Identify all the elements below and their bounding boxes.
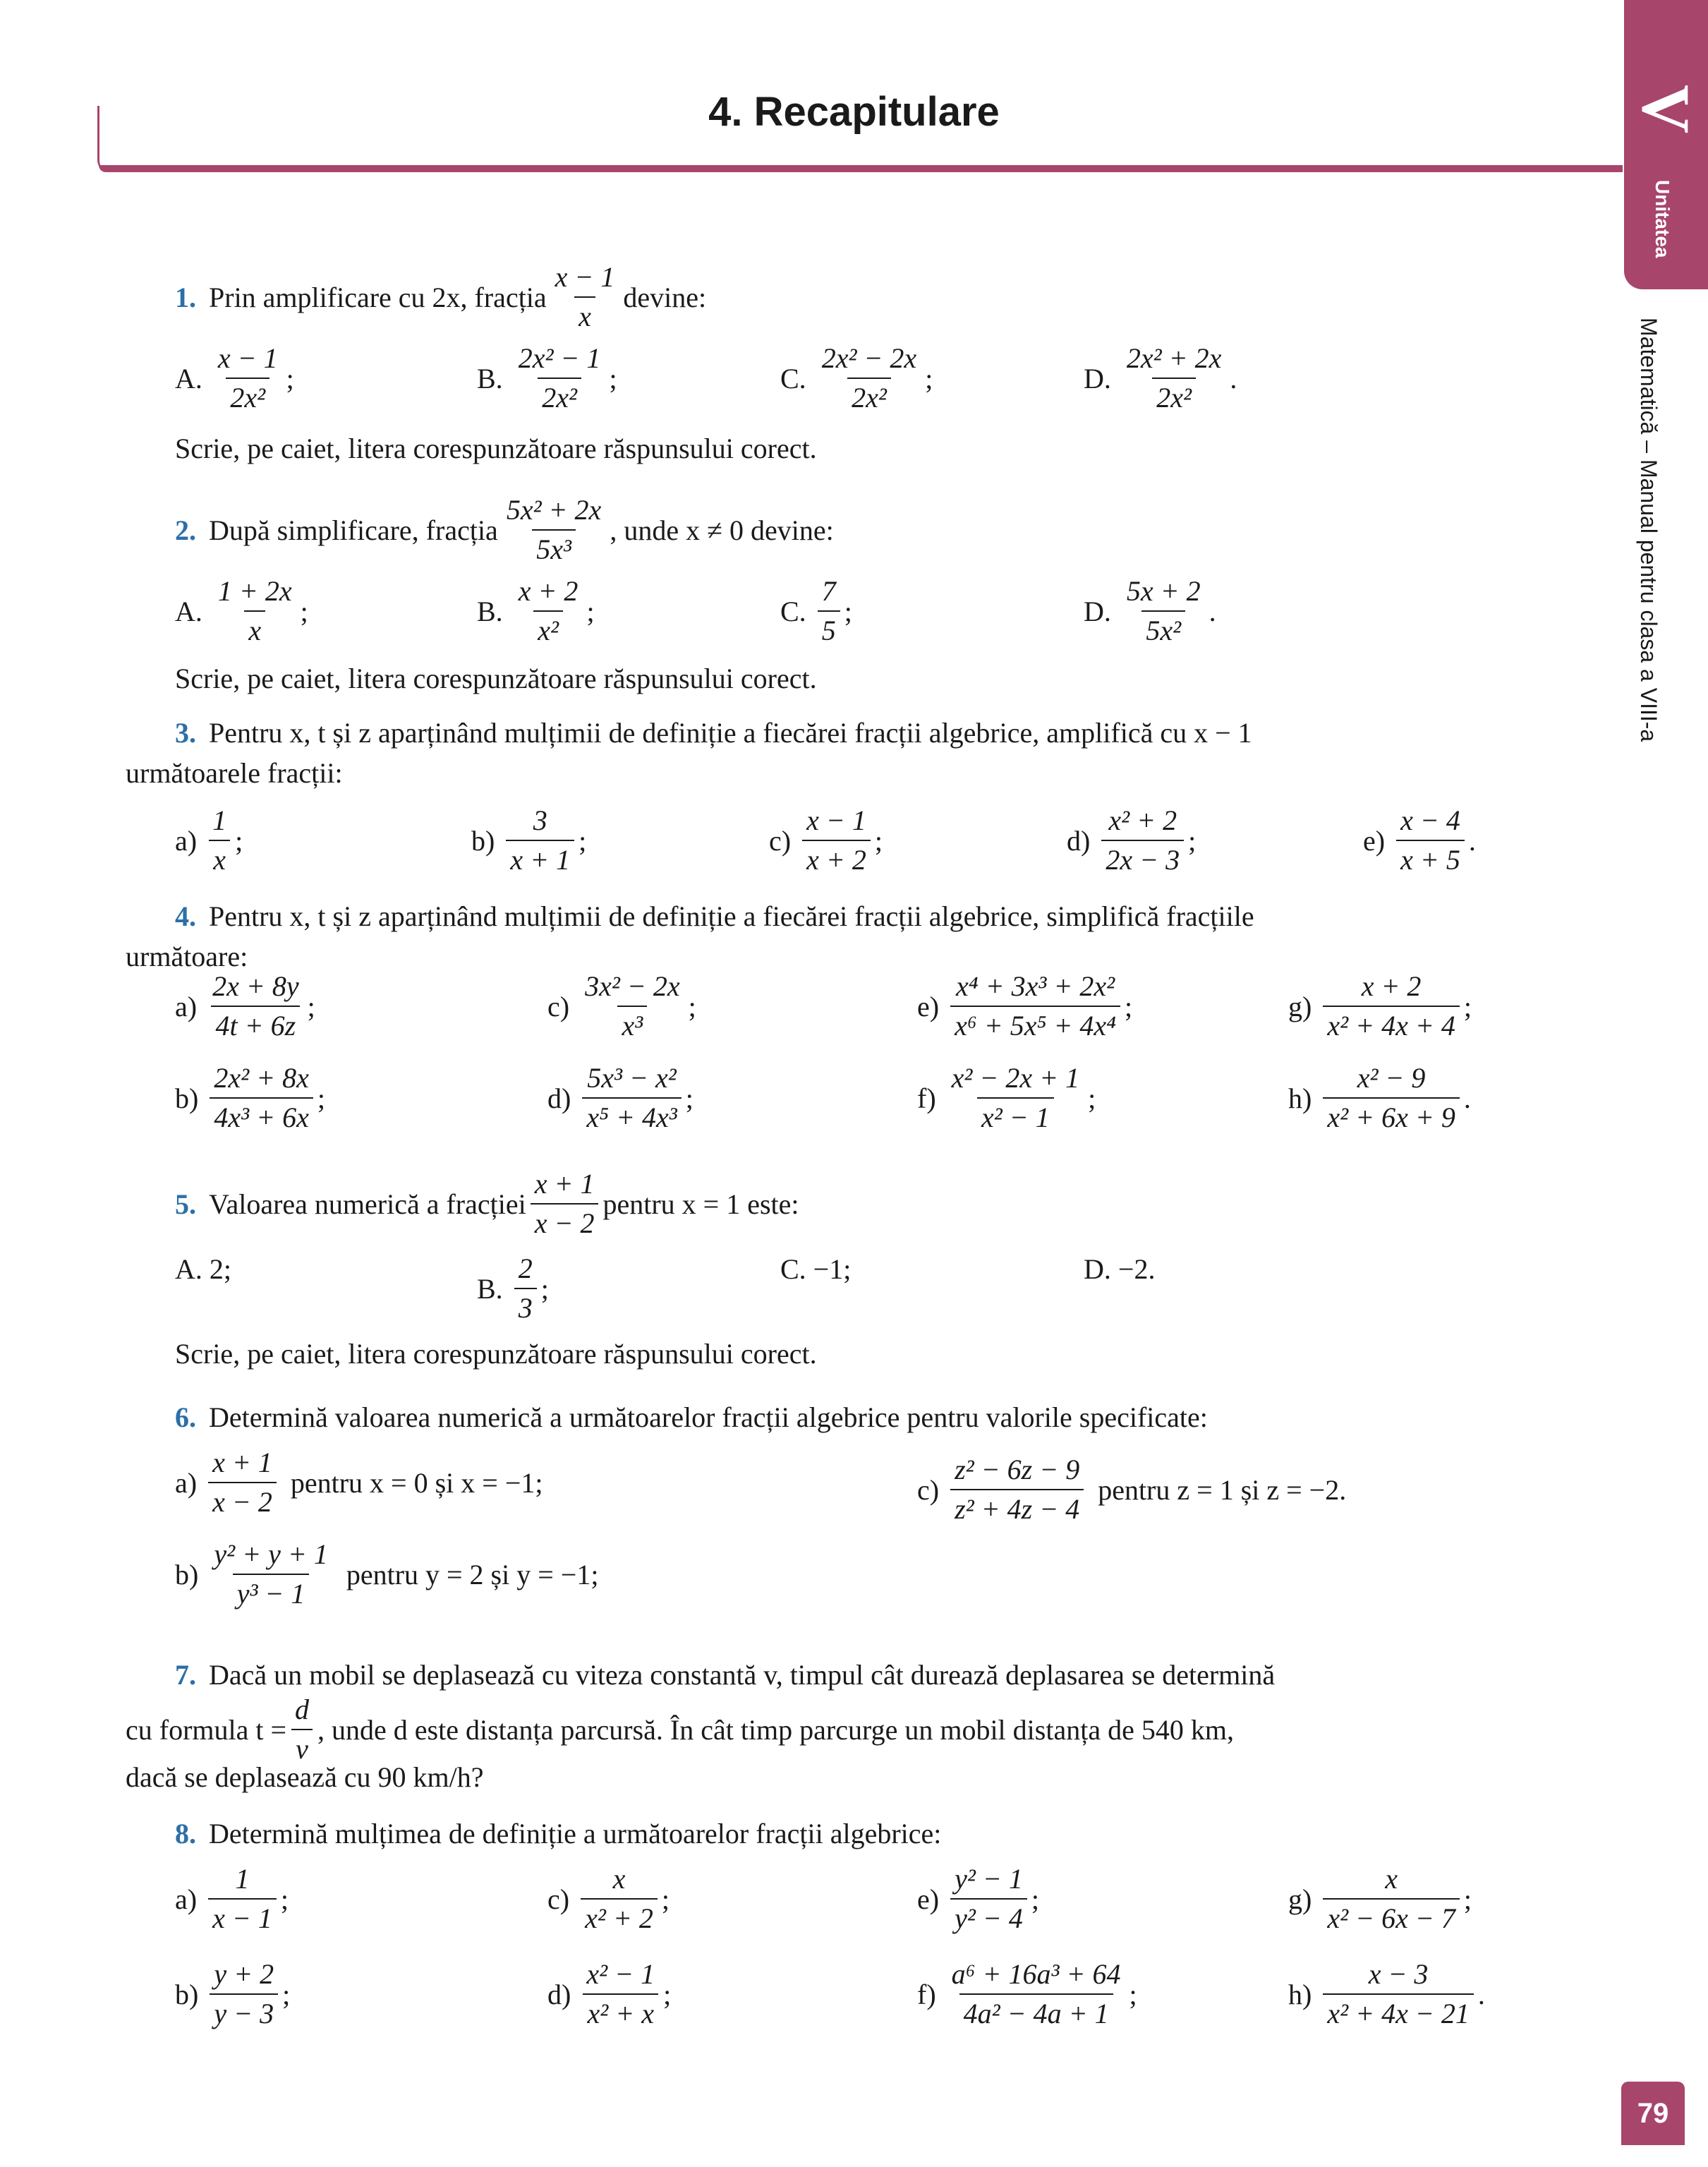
ex4-item-e: e) $\frac{\text{x⁴ + 3x³ + 2x²}}{\text{x⁶ + 5x⁵ + 4x⁴}}$ ; xyxy=(917,970,1133,1042)
ex5-option-a: A. 2; xyxy=(175,1253,231,1285)
ex4-statement xyxy=(175,900,1254,933)
ex6-item-b: b) $\frac{\text{y² + y + 1}}{\text{y³ − 1}}$ pentru y = 2 și y = −1; xyxy=(175,1538,599,1610)
ex3-statement xyxy=(175,716,1252,749)
ex1-post: devine: xyxy=(623,281,707,313)
ex2-option-b: B. $\frac{x + 2}{\text{x²}}$ ; xyxy=(477,575,595,646)
ex1-instruction: Scrie, pe caiet, litera corespunzătoare răspunsului corect. xyxy=(175,433,817,464)
unit-tab-label: Unitatea xyxy=(1652,180,1673,258)
ex6-item-c: c) $\frac{\text{z² − 6z − 9}}{\text{z² + 4z − 4}}$ pentru z = 1 și z = −2. xyxy=(917,1454,1347,1525)
ex5-number: 5. xyxy=(175,1188,196,1220)
page-title: 4. Recapitulare xyxy=(708,89,1000,135)
ex1-option-d: D. $\frac{\text{2x² + 2x}}{\text{2x²}}$ . xyxy=(1084,342,1237,414)
ex3-item-e: e) $\frac{x - 4}{x + 5}$ . xyxy=(1363,804,1476,876)
ex1-number: 1. xyxy=(175,281,196,313)
ex5-instruction: Scrie, pe caiet, litera corespunzătoare răspunsului corect. xyxy=(175,1338,817,1370)
ex4-item-c: c) $\frac{\text{3x² − 2x}}{\text{x³}}$ ; xyxy=(547,970,696,1042)
ex8-item-b: b) $\frac{y + 2}{y - 3}$ ; xyxy=(175,1958,291,2029)
ex8-item-d: d) $\frac{\text{x² − 1}}{\text{x² + x}}$ ; xyxy=(547,1958,672,2029)
ex8-item-h: h) $\frac{x - 3}{\text{x² + 4x − 21}}$ . xyxy=(1288,1958,1485,2029)
ex5-statement xyxy=(175,1168,799,1240)
ex4-line2: următoare: xyxy=(126,941,248,972)
ex8-item-c: c) $\frac{x}{\text{x² + 2}}$ ; xyxy=(547,1863,670,1934)
ex7-statement xyxy=(175,1658,1275,1691)
ex4-number: 4. xyxy=(175,900,196,932)
ex5-fraction: $\frac{x + 1}{x - 2}$ xyxy=(531,1168,599,1240)
ex2-option-c: C. $\frac{7}{5}$ ; xyxy=(780,575,852,646)
ex2-post: , unde x ≠ 0 devine: xyxy=(610,514,834,546)
ex2-instruction: Scrie, pe caiet, litera corespunzătoare răspunsului corect. xyxy=(175,663,817,694)
ex3-item-b: b) $\frac{3}{x + 1}$ ; xyxy=(471,804,587,876)
ex2-option-d: D. $\frac{5x + 2}{\text{5x²}}$ . xyxy=(1084,575,1216,646)
ex2-option-a: A. $\frac{1 + 2x}{x}$ ; xyxy=(175,575,308,646)
ex7-number: 7. xyxy=(175,1659,196,1691)
ex3-line1: Pentru x, t și z aparținând mulțimii de definiție a fiecărei fracții algebrice, amplifică cu x − 1 xyxy=(209,717,1252,749)
ex1-option-b: B. $\frac{\text{2x² − 1}}{\text{2x²}}$ ; xyxy=(477,342,617,414)
ex5-post: pentru x = 1 este: xyxy=(602,1188,799,1220)
ex8-statement xyxy=(175,1817,941,1850)
ex8-item-a: a) $\frac{1}{x - 1}$ ; xyxy=(175,1863,289,1934)
ex6-number: 6. xyxy=(175,1401,196,1433)
ex7-fraction: $\frac{d}{v}$ xyxy=(291,1694,313,1765)
side-running-title: Matematică – Manual pentru clasa a VIII-a xyxy=(1636,318,1661,742)
ex7-line3: dacă se deplasează cu 90 km/h? xyxy=(126,1761,484,1793)
ex1-option-c: C. $\frac{\text{2x² − 2x}}{\text{2x²}}$ ; xyxy=(780,342,933,414)
ex7-line2: cu formula t = $\frac{d}{v}$ , unde d este distanța parcursă. În cât timp parcurge un mobil distanța de 540 km, xyxy=(126,1694,1234,1765)
ex4-line1: Pentru x, t și z aparținând mulțimii de definiție a fiecărei fracții algebrice, simplifică fracțiile xyxy=(209,900,1254,932)
ex5-option-b: B. $\frac{2}{3}$ ; xyxy=(477,1252,549,1324)
ex3-item-a: a) $\frac{1}{x}$ ; xyxy=(175,804,243,876)
ex1-pre: Prin amplificare cu 2x, fracția xyxy=(209,281,547,313)
ex8-item-f: f) $\frac{\text{a⁶ + 16a³ + 64}}{\text{4a² − 4a + 1}}$ ; xyxy=(917,1958,1137,2029)
ex7-line1: Dacă un mobil se deplasează cu viteza constantă v, timpul cât durează deplasarea se determină xyxy=(209,1659,1276,1691)
ex1-option-a: A. $\frac{x - 1}{\text{2x²}}$ ; xyxy=(175,342,294,414)
ex5-pre: Valoarea numerică a fracției xyxy=(209,1188,526,1220)
ex3-item-c: c) $\frac{x - 1}{x + 2}$ ; xyxy=(769,804,883,876)
ex4-item-a: a) $\frac{2x + 8y}{4t + 6z}$ ; xyxy=(175,970,315,1042)
ex1-statement xyxy=(175,261,706,333)
ex3-line2: următoarele fracții: xyxy=(126,757,343,789)
unit-tab-glyph: V xyxy=(1628,84,1704,134)
ex6-item-a: a) $\frac{x + 1}{x - 2}$ pentru x = 0 și x = −1; xyxy=(175,1447,543,1518)
ex2-fraction: $\frac{\text{5x² + 2x}}{\text{5x³}}$ xyxy=(506,494,602,565)
ex8-item-e: e) $\frac{\text{y² − 1}}{\text{y² − 4}}$ ; xyxy=(917,1863,1039,1934)
ex4-item-d: d) $\frac{\text{5x³ − x²}}{\text{x⁵ + 4x³}}$ ; xyxy=(547,1062,694,1133)
ex3-item-d: d) $\frac{\text{x² + 2}}{2x - 3}$ ; xyxy=(1067,804,1197,876)
ex2-number: 2. xyxy=(175,514,196,546)
ex4-item-f: f) $\frac{\text{x² − 2x + 1}}{\text{x² − 1}}$ ; xyxy=(917,1062,1096,1133)
ex4-item-b: b) $\frac{\text{2x² + 8x}}{\text{4x³ + 6x}}$ ; xyxy=(175,1062,325,1133)
header-rule xyxy=(99,165,1623,172)
ex3-number: 3. xyxy=(175,717,196,749)
ex5-option-c: C. −1; xyxy=(780,1253,852,1285)
ex8-item-g: g) $\frac{x}{\text{x² − 6x − 7}}$ ; xyxy=(1288,1863,1472,1934)
ex4-item-g: g) $\frac{x + 2}{\text{x² + 4x + 4}}$ ; xyxy=(1288,970,1472,1042)
ex2-statement xyxy=(175,494,834,566)
ex8-text: Determină mulțimea de definiție a următoarelor fracții algebrice: xyxy=(209,1818,942,1849)
ex4-item-h: h) $\frac{\text{x² − 9}}{\text{x² + 6x + 9}}$ . xyxy=(1288,1062,1471,1133)
ex6-statement xyxy=(175,1401,1208,1434)
ex1-fraction: $\frac{x - 1}{x}$ xyxy=(555,261,615,332)
ex8-number: 8. xyxy=(175,1818,196,1849)
ex2-pre: După simplificare, fracția xyxy=(209,514,498,546)
ex5-option-d: D. −2. xyxy=(1084,1253,1156,1285)
ex6-text: Determină valoarea numerică a următoarelor fracții algebrice pentru valorile specificate: xyxy=(209,1401,1208,1433)
page-number: 79 xyxy=(1621,2082,1685,2145)
